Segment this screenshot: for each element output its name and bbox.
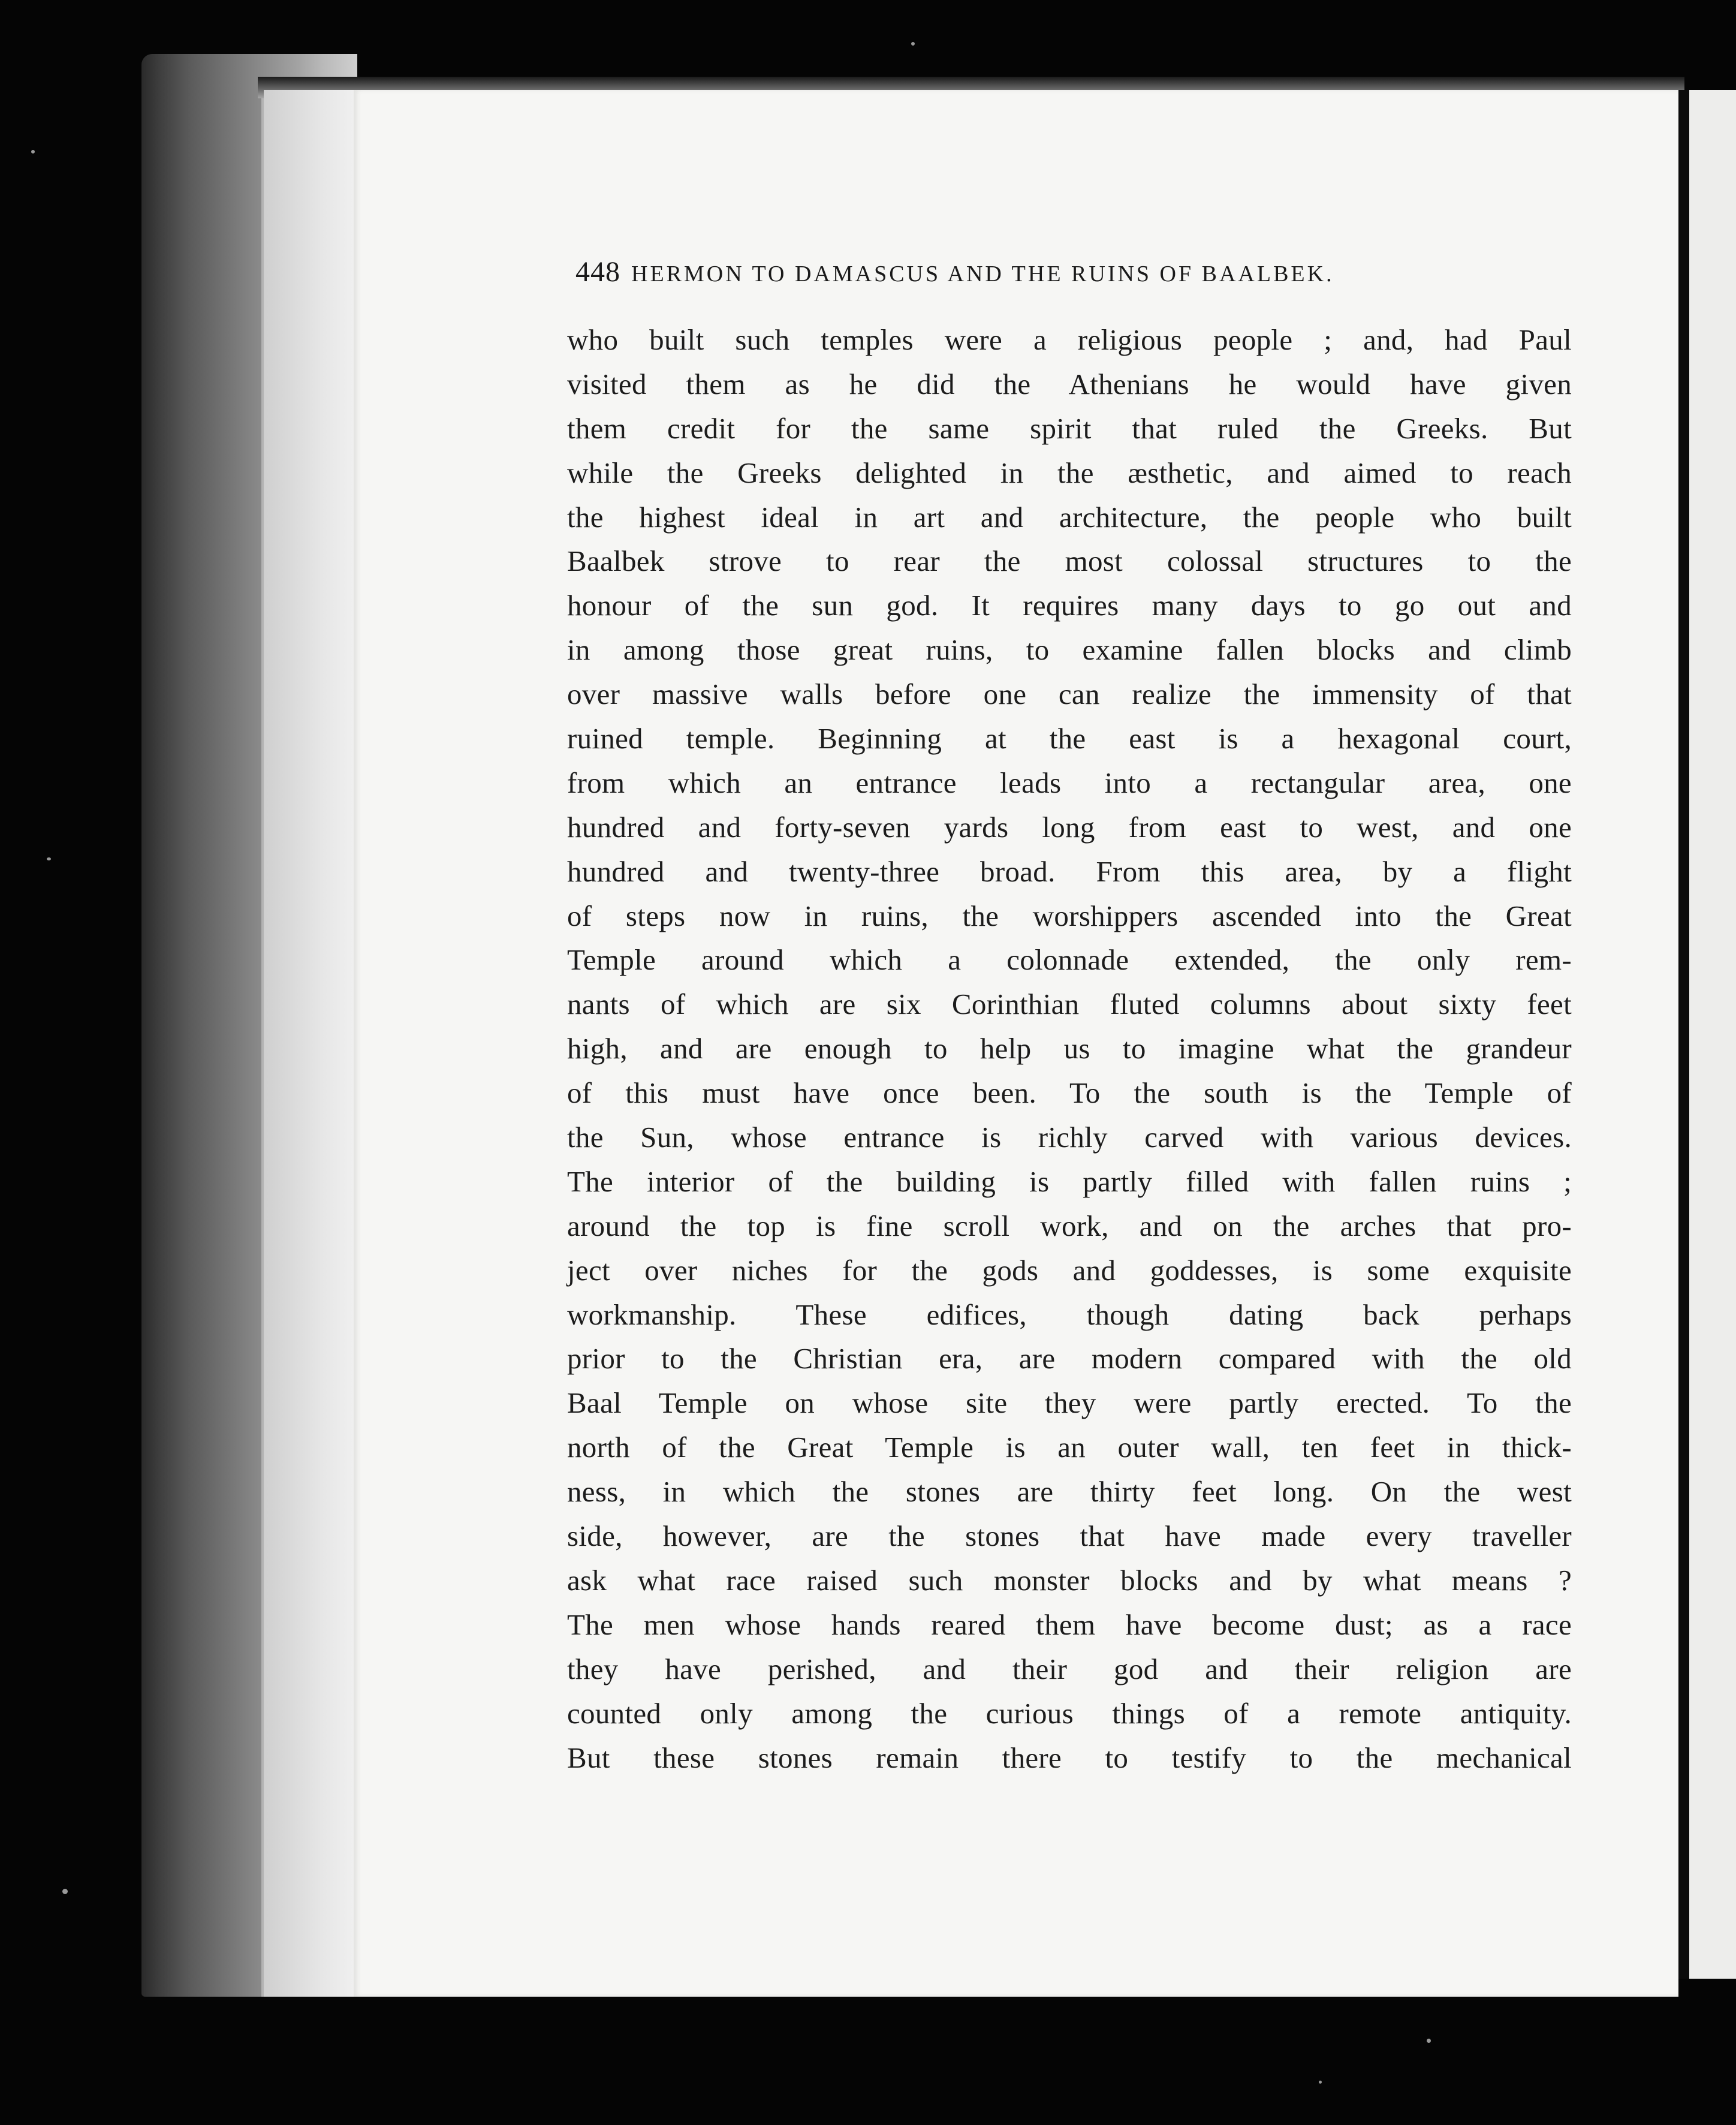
dust-speck: [911, 42, 915, 46]
text-line: who built such temples were a religious people ; and, had Paul: [567, 323, 1572, 356]
text-line: around the top is fine scroll work, and on the arches that pro-: [567, 1209, 1572, 1242]
text-line: honour of the sun god. It requires many days to go out and: [567, 589, 1572, 622]
text-line: workmanship. These edifices, though dating back perhaps: [567, 1298, 1572, 1331]
text-line: from which an entrance leads into a rectangular area, one: [567, 766, 1572, 799]
text-line: the highest ideal in art and architecture, the people who built: [567, 500, 1572, 534]
running-head-title: HERMON TO DAMASCUS AND THE RUINS OF BAALBEK.: [631, 261, 1334, 287]
text-line: ask what race raised such monster blocks and by what means ?: [567, 1563, 1572, 1597]
dust-speck: [62, 1889, 68, 1894]
text-line: ruined temple. Beginning at the east is a hexagonal court,: [567, 722, 1572, 756]
text-line: side, however, are the stones that have made every traveller: [567, 1519, 1572, 1553]
text-line: ject over niches for the gods and goddesses, is some exquisite: [567, 1253, 1572, 1287]
body-text: [567, 318, 1572, 1780]
dust-speck: [1427, 2039, 1431, 2043]
text-line: them credit for the same spirit that ruled the Greeks. But: [567, 411, 1572, 445]
text-line: the Sun, whose entrance is richly carved with various devices.: [567, 1121, 1572, 1154]
text-line: while the Greeks delighted in the æsthetic, and aimed to reach: [567, 456, 1572, 489]
page-number: 448: [575, 256, 620, 288]
next-page-sliver: [1689, 90, 1736, 1979]
text-line: Baal Temple on whose site they were partly erected. To the: [567, 1386, 1572, 1420]
text-line: in among those great ruins, to examine fallen blocks and climb: [567, 633, 1572, 667]
text-line: The interior of the building is partly filled with fallen ruins ;: [567, 1164, 1572, 1198]
text-line: hundred and twenty-three broad. From this area, by a flight: [567, 854, 1572, 888]
text-line: visited them as he did the Athenians he would have given: [567, 367, 1572, 401]
text-line: they have perished, and their god and their religion are: [567, 1652, 1572, 1685]
text-line: of this must have once been. To the south is the Temple of: [567, 1076, 1572, 1110]
text-line: of steps now in ruins, the worshippers ascended into the Great: [567, 899, 1572, 932]
text-line: The men whose hands reared them have become dust; as a race: [567, 1608, 1572, 1641]
text-line: north of the Great Temple is an outer wall, ten feet in thick-: [567, 1431, 1572, 1464]
text-line: But these stones remain there to testify to the mechanical: [567, 1741, 1572, 1774]
text-line: high, and are enough to help us to imagine what the grandeur: [567, 1032, 1572, 1065]
text-line: Temple around which a colonnade extended, the only rem-: [567, 943, 1572, 977]
text-line: ness, in which the stones are thirty feet long. On the west: [567, 1475, 1572, 1509]
text-line: over massive walls before one can realize the immensity of that: [567, 678, 1572, 711]
text-line: hundred and forty-seven yards long from east to west, and one: [567, 810, 1572, 844]
running-head: [575, 254, 1517, 290]
dust-speck: [31, 150, 35, 153]
text-line: Baalbek strove to rear the most colossal structures to the: [567, 544, 1572, 578]
page-gutter: [264, 90, 360, 1997]
text-line: counted only among the curious things of a remote antiquity.: [567, 1696, 1572, 1730]
text-line: nants of which are six Corinthian fluted columns about sixty feet: [567, 988, 1572, 1021]
text-line: prior to the Christian era, are modern compared with the old: [567, 1342, 1572, 1375]
page-separation: [1678, 90, 1689, 1979]
dust-speck: [47, 857, 51, 860]
dust-speck: [1319, 2081, 1322, 2084]
